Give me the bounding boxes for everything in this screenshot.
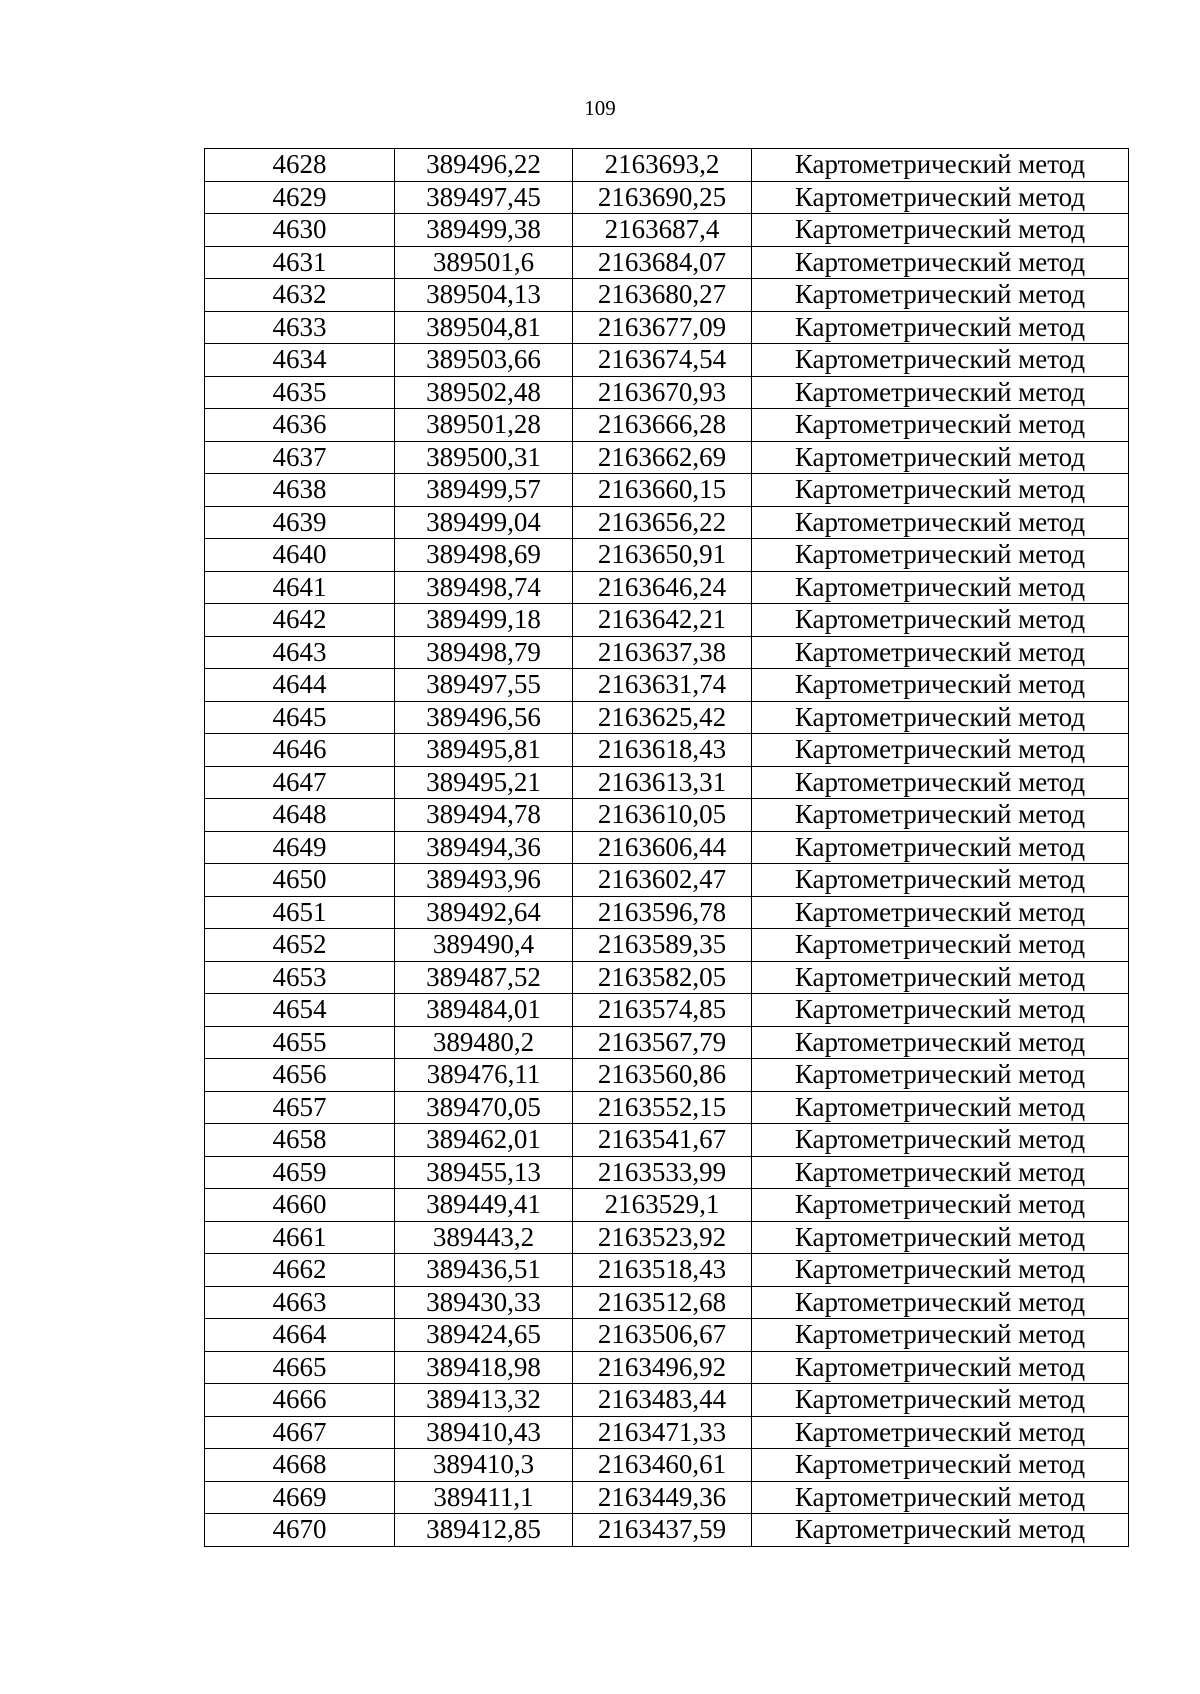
- y-coordinate-cell: 2163642,21: [573, 604, 752, 637]
- y-coordinate-cell: 2163471,33: [573, 1416, 752, 1449]
- table-row: [205, 246, 1129, 279]
- x-coordinate-cell: 389476,11: [395, 1059, 573, 1092]
- point-number-cell: 4659: [205, 1156, 395, 1189]
- table-row: [205, 636, 1129, 669]
- method-cell: Картометрический метод: [752, 1416, 1129, 1449]
- y-coordinate-cell: 2163460,61: [573, 1449, 752, 1482]
- table-body: [205, 149, 1129, 1547]
- method-cell: Картометрический метод: [752, 1384, 1129, 1417]
- point-number-cell: 4645: [205, 701, 395, 734]
- x-coordinate-cell: 389496,56: [395, 701, 573, 734]
- table-row: [205, 1481, 1129, 1514]
- y-coordinate-cell: 2163552,15: [573, 1091, 752, 1124]
- point-number-cell: 4650: [205, 864, 395, 897]
- point-number-cell: 4642: [205, 604, 395, 637]
- table-row: [205, 961, 1129, 994]
- point-number-cell: 4629: [205, 181, 395, 214]
- table-row: [205, 1286, 1129, 1319]
- x-coordinate-cell: 389490,4: [395, 929, 573, 962]
- x-coordinate-cell: 389496,22: [395, 149, 573, 182]
- method-cell: Картометрический метод: [752, 344, 1129, 377]
- point-number-cell: 4632: [205, 279, 395, 312]
- y-coordinate-cell: 2163602,47: [573, 864, 752, 897]
- point-number-cell: 4649: [205, 831, 395, 864]
- table-row: [205, 1026, 1129, 1059]
- y-coordinate-cell: 2163666,28: [573, 409, 752, 442]
- table-row: [205, 181, 1129, 214]
- x-coordinate-cell: 389410,43: [395, 1416, 573, 1449]
- y-coordinate-cell: 2163662,69: [573, 441, 752, 474]
- method-cell: Картометрический метод: [752, 441, 1129, 474]
- table-row: [205, 864, 1129, 897]
- x-coordinate-cell: 389413,32: [395, 1384, 573, 1417]
- table-row: [205, 214, 1129, 247]
- y-coordinate-cell: 2163613,31: [573, 766, 752, 799]
- page-number: 109: [584, 96, 616, 120]
- point-number-cell: 4662: [205, 1254, 395, 1287]
- method-cell: Картометрический метод: [752, 506, 1129, 539]
- y-coordinate-cell: 2163674,54: [573, 344, 752, 377]
- x-coordinate-cell: 389424,65: [395, 1319, 573, 1352]
- method-cell: Картометрический метод: [752, 376, 1129, 409]
- method-cell: Картометрический метод: [752, 831, 1129, 864]
- x-coordinate-cell: 389418,98: [395, 1351, 573, 1384]
- method-cell: Картометрический метод: [752, 1026, 1129, 1059]
- table-row: [205, 149, 1129, 182]
- method-cell: Картометрический метод: [752, 474, 1129, 507]
- point-number-cell: 4669: [205, 1481, 395, 1514]
- point-number-cell: 4648: [205, 799, 395, 832]
- x-coordinate-cell: 389501,28: [395, 409, 573, 442]
- point-number-cell: 4653: [205, 961, 395, 994]
- table-row: [205, 1416, 1129, 1449]
- x-coordinate-cell: 389449,41: [395, 1189, 573, 1222]
- x-coordinate-cell: 389480,2: [395, 1026, 573, 1059]
- table-row: [205, 1449, 1129, 1482]
- table-row: [205, 1091, 1129, 1124]
- y-coordinate-cell: 2163496,92: [573, 1351, 752, 1384]
- table-row: [205, 506, 1129, 539]
- y-coordinate-cell: 2163533,99: [573, 1156, 752, 1189]
- method-cell: Картометрический метод: [752, 1124, 1129, 1157]
- table-row: [205, 1319, 1129, 1352]
- x-coordinate-cell: 389503,66: [395, 344, 573, 377]
- x-coordinate-cell: 389502,48: [395, 376, 573, 409]
- y-coordinate-cell: 2163637,38: [573, 636, 752, 669]
- table-row: [205, 344, 1129, 377]
- point-number-cell: 4666: [205, 1384, 395, 1417]
- method-cell: Картометрический метод: [752, 1254, 1129, 1287]
- x-coordinate-cell: 389497,55: [395, 669, 573, 702]
- y-coordinate-cell: 2163541,67: [573, 1124, 752, 1157]
- method-cell: Картометрический метод: [752, 636, 1129, 669]
- method-cell: Картометрический метод: [752, 1449, 1129, 1482]
- point-number-cell: 4635: [205, 376, 395, 409]
- table-row: [205, 409, 1129, 442]
- point-number-cell: 4656: [205, 1059, 395, 1092]
- x-coordinate-cell: 389411,1: [395, 1481, 573, 1514]
- method-cell: Картометрический метод: [752, 1319, 1129, 1352]
- x-coordinate-cell: 389462,01: [395, 1124, 573, 1157]
- table-row: [205, 831, 1129, 864]
- x-coordinate-cell: 389494,78: [395, 799, 573, 832]
- y-coordinate-cell: 2163646,24: [573, 571, 752, 604]
- point-number-cell: 4651: [205, 896, 395, 929]
- point-number-cell: 4664: [205, 1319, 395, 1352]
- y-coordinate-cell: 2163631,74: [573, 669, 752, 702]
- point-number-cell: 4641: [205, 571, 395, 604]
- y-coordinate-cell: 2163560,86: [573, 1059, 752, 1092]
- point-number-cell: 4631: [205, 246, 395, 279]
- point-number-cell: 4630: [205, 214, 395, 247]
- table-row: [205, 1254, 1129, 1287]
- y-coordinate-cell: 2163660,15: [573, 474, 752, 507]
- x-coordinate-cell: 389443,2: [395, 1221, 573, 1254]
- table-row: [205, 571, 1129, 604]
- x-coordinate-cell: 389498,79: [395, 636, 573, 669]
- table-row: [205, 1059, 1129, 1092]
- x-coordinate-cell: 389497,45: [395, 181, 573, 214]
- x-coordinate-cell: 389455,13: [395, 1156, 573, 1189]
- method-cell: Картометрический метод: [752, 896, 1129, 929]
- x-coordinate-cell: 389470,05: [395, 1091, 573, 1124]
- method-cell: Картометрический метод: [752, 1156, 1129, 1189]
- y-coordinate-cell: 2163690,25: [573, 181, 752, 214]
- method-cell: Картометрический метод: [752, 1514, 1129, 1547]
- x-coordinate-cell: 389499,57: [395, 474, 573, 507]
- point-number-cell: 4667: [205, 1416, 395, 1449]
- y-coordinate-cell: 2163693,2: [573, 149, 752, 182]
- point-number-cell: 4668: [205, 1449, 395, 1482]
- method-cell: Картометрический метод: [752, 149, 1129, 182]
- point-number-cell: 4655: [205, 1026, 395, 1059]
- y-coordinate-cell: 2163523,92: [573, 1221, 752, 1254]
- point-number-cell: 4670: [205, 1514, 395, 1547]
- table-row: [205, 1514, 1129, 1547]
- method-cell: Картометрический метод: [752, 539, 1129, 572]
- table-row: [205, 766, 1129, 799]
- x-coordinate-cell: 389504,13: [395, 279, 573, 312]
- method-cell: Картометрический метод: [752, 766, 1129, 799]
- x-coordinate-cell: 389493,96: [395, 864, 573, 897]
- x-coordinate-cell: 389501,6: [395, 246, 573, 279]
- method-cell: Картометрический метод: [752, 1189, 1129, 1222]
- x-coordinate-cell: 389499,38: [395, 214, 573, 247]
- x-coordinate-cell: 389499,18: [395, 604, 573, 637]
- method-cell: Картометрический метод: [752, 864, 1129, 897]
- y-coordinate-cell: 2163596,78: [573, 896, 752, 929]
- table-row: [205, 1156, 1129, 1189]
- table-row: [205, 441, 1129, 474]
- method-cell: Картометрический метод: [752, 246, 1129, 279]
- method-cell: Картометрический метод: [752, 1286, 1129, 1319]
- x-coordinate-cell: 389495,81: [395, 734, 573, 767]
- y-coordinate-cell: 2163582,05: [573, 961, 752, 994]
- method-cell: Картометрический метод: [752, 929, 1129, 962]
- method-cell: Картометрический метод: [752, 279, 1129, 312]
- table-row: [205, 1189, 1129, 1222]
- y-coordinate-cell: 2163449,36: [573, 1481, 752, 1514]
- point-number-cell: 4646: [205, 734, 395, 767]
- point-number-cell: 4628: [205, 149, 395, 182]
- table-row: [205, 994, 1129, 1027]
- point-number-cell: 4636: [205, 409, 395, 442]
- y-coordinate-cell: 2163506,67: [573, 1319, 752, 1352]
- y-coordinate-cell: 2163589,35: [573, 929, 752, 962]
- y-coordinate-cell: 2163680,27: [573, 279, 752, 312]
- x-coordinate-cell: 389500,31: [395, 441, 573, 474]
- point-number-cell: 4661: [205, 1221, 395, 1254]
- method-cell: Картометрический метод: [752, 799, 1129, 832]
- method-cell: Картометрический метод: [752, 1221, 1129, 1254]
- table-row: [205, 474, 1129, 507]
- x-coordinate-cell: 389498,74: [395, 571, 573, 604]
- method-cell: Картометрический метод: [752, 1059, 1129, 1092]
- point-number-cell: 4638: [205, 474, 395, 507]
- point-number-cell: 4654: [205, 994, 395, 1027]
- x-coordinate-cell: 389495,21: [395, 766, 573, 799]
- y-coordinate-cell: 2163670,93: [573, 376, 752, 409]
- point-number-cell: 4663: [205, 1286, 395, 1319]
- method-cell: Картометрический метод: [752, 214, 1129, 247]
- table-row: [205, 799, 1129, 832]
- table-row: [205, 376, 1129, 409]
- method-cell: Картометрический метод: [752, 1091, 1129, 1124]
- x-coordinate-cell: 389498,69: [395, 539, 573, 572]
- y-coordinate-cell: 2163650,91: [573, 539, 752, 572]
- method-cell: Картометрический метод: [752, 409, 1129, 442]
- x-coordinate-cell: 389436,51: [395, 1254, 573, 1287]
- y-coordinate-cell: 2163574,85: [573, 994, 752, 1027]
- y-coordinate-cell: 2163518,43: [573, 1254, 752, 1287]
- point-number-cell: 4660: [205, 1189, 395, 1222]
- point-number-cell: 4634: [205, 344, 395, 377]
- method-cell: Картометрический метод: [752, 571, 1129, 604]
- table-row: [205, 929, 1129, 962]
- y-coordinate-cell: 2163483,44: [573, 1384, 752, 1417]
- x-coordinate-cell: 389430,33: [395, 1286, 573, 1319]
- x-coordinate-cell: 389492,64: [395, 896, 573, 929]
- method-cell: Картометрический метод: [752, 734, 1129, 767]
- point-number-cell: 4639: [205, 506, 395, 539]
- table-row: [205, 701, 1129, 734]
- y-coordinate-cell: 2163610,05: [573, 799, 752, 832]
- method-cell: Картометрический метод: [752, 701, 1129, 734]
- table-row: [205, 1124, 1129, 1157]
- y-coordinate-cell: 2163529,1: [573, 1189, 752, 1222]
- table-row: [205, 734, 1129, 767]
- x-coordinate-cell: 389412,85: [395, 1514, 573, 1547]
- x-coordinate-cell: 389494,36: [395, 831, 573, 864]
- point-number-cell: 4640: [205, 539, 395, 572]
- x-coordinate-cell: 389504,81: [395, 311, 573, 344]
- method-cell: Картометрический метод: [752, 669, 1129, 702]
- table-row: [205, 1384, 1129, 1417]
- y-coordinate-cell: 2163618,43: [573, 734, 752, 767]
- table-row: [205, 279, 1129, 312]
- point-number-cell: 4633: [205, 311, 395, 344]
- method-cell: Картометрический метод: [752, 994, 1129, 1027]
- method-cell: Картометрический метод: [752, 1351, 1129, 1384]
- point-number-cell: 4665: [205, 1351, 395, 1384]
- point-number-cell: 4647: [205, 766, 395, 799]
- coordinates-table: [204, 148, 1129, 1547]
- y-coordinate-cell: 2163687,4: [573, 214, 752, 247]
- y-coordinate-cell: 2163606,44: [573, 831, 752, 864]
- method-cell: Картометрический метод: [752, 181, 1129, 214]
- method-cell: Картометрический метод: [752, 311, 1129, 344]
- y-coordinate-cell: 2163656,22: [573, 506, 752, 539]
- table-row: [205, 1351, 1129, 1384]
- y-coordinate-cell: 2163512,68: [573, 1286, 752, 1319]
- x-coordinate-cell: 389410,3: [395, 1449, 573, 1482]
- x-coordinate-cell: 389484,01: [395, 994, 573, 1027]
- table-row: [205, 539, 1129, 572]
- table-row: [205, 669, 1129, 702]
- method-cell: Картометрический метод: [752, 961, 1129, 994]
- point-number-cell: 4643: [205, 636, 395, 669]
- x-coordinate-cell: 389499,04: [395, 506, 573, 539]
- x-coordinate-cell: 389487,52: [395, 961, 573, 994]
- y-coordinate-cell: 2163567,79: [573, 1026, 752, 1059]
- point-number-cell: 4658: [205, 1124, 395, 1157]
- table-row: [205, 1221, 1129, 1254]
- method-cell: Картометрический метод: [752, 1481, 1129, 1514]
- point-number-cell: 4637: [205, 441, 395, 474]
- y-coordinate-cell: 2163437,59: [573, 1514, 752, 1547]
- table-row: [205, 604, 1129, 637]
- point-number-cell: 4652: [205, 929, 395, 962]
- table-row: [205, 896, 1129, 929]
- point-number-cell: 4657: [205, 1091, 395, 1124]
- point-number-cell: 4644: [205, 669, 395, 702]
- y-coordinate-cell: 2163684,07: [573, 246, 752, 279]
- method-cell: Картометрический метод: [752, 604, 1129, 637]
- table-row: [205, 311, 1129, 344]
- y-coordinate-cell: 2163625,42: [573, 701, 752, 734]
- y-coordinate-cell: 2163677,09: [573, 311, 752, 344]
